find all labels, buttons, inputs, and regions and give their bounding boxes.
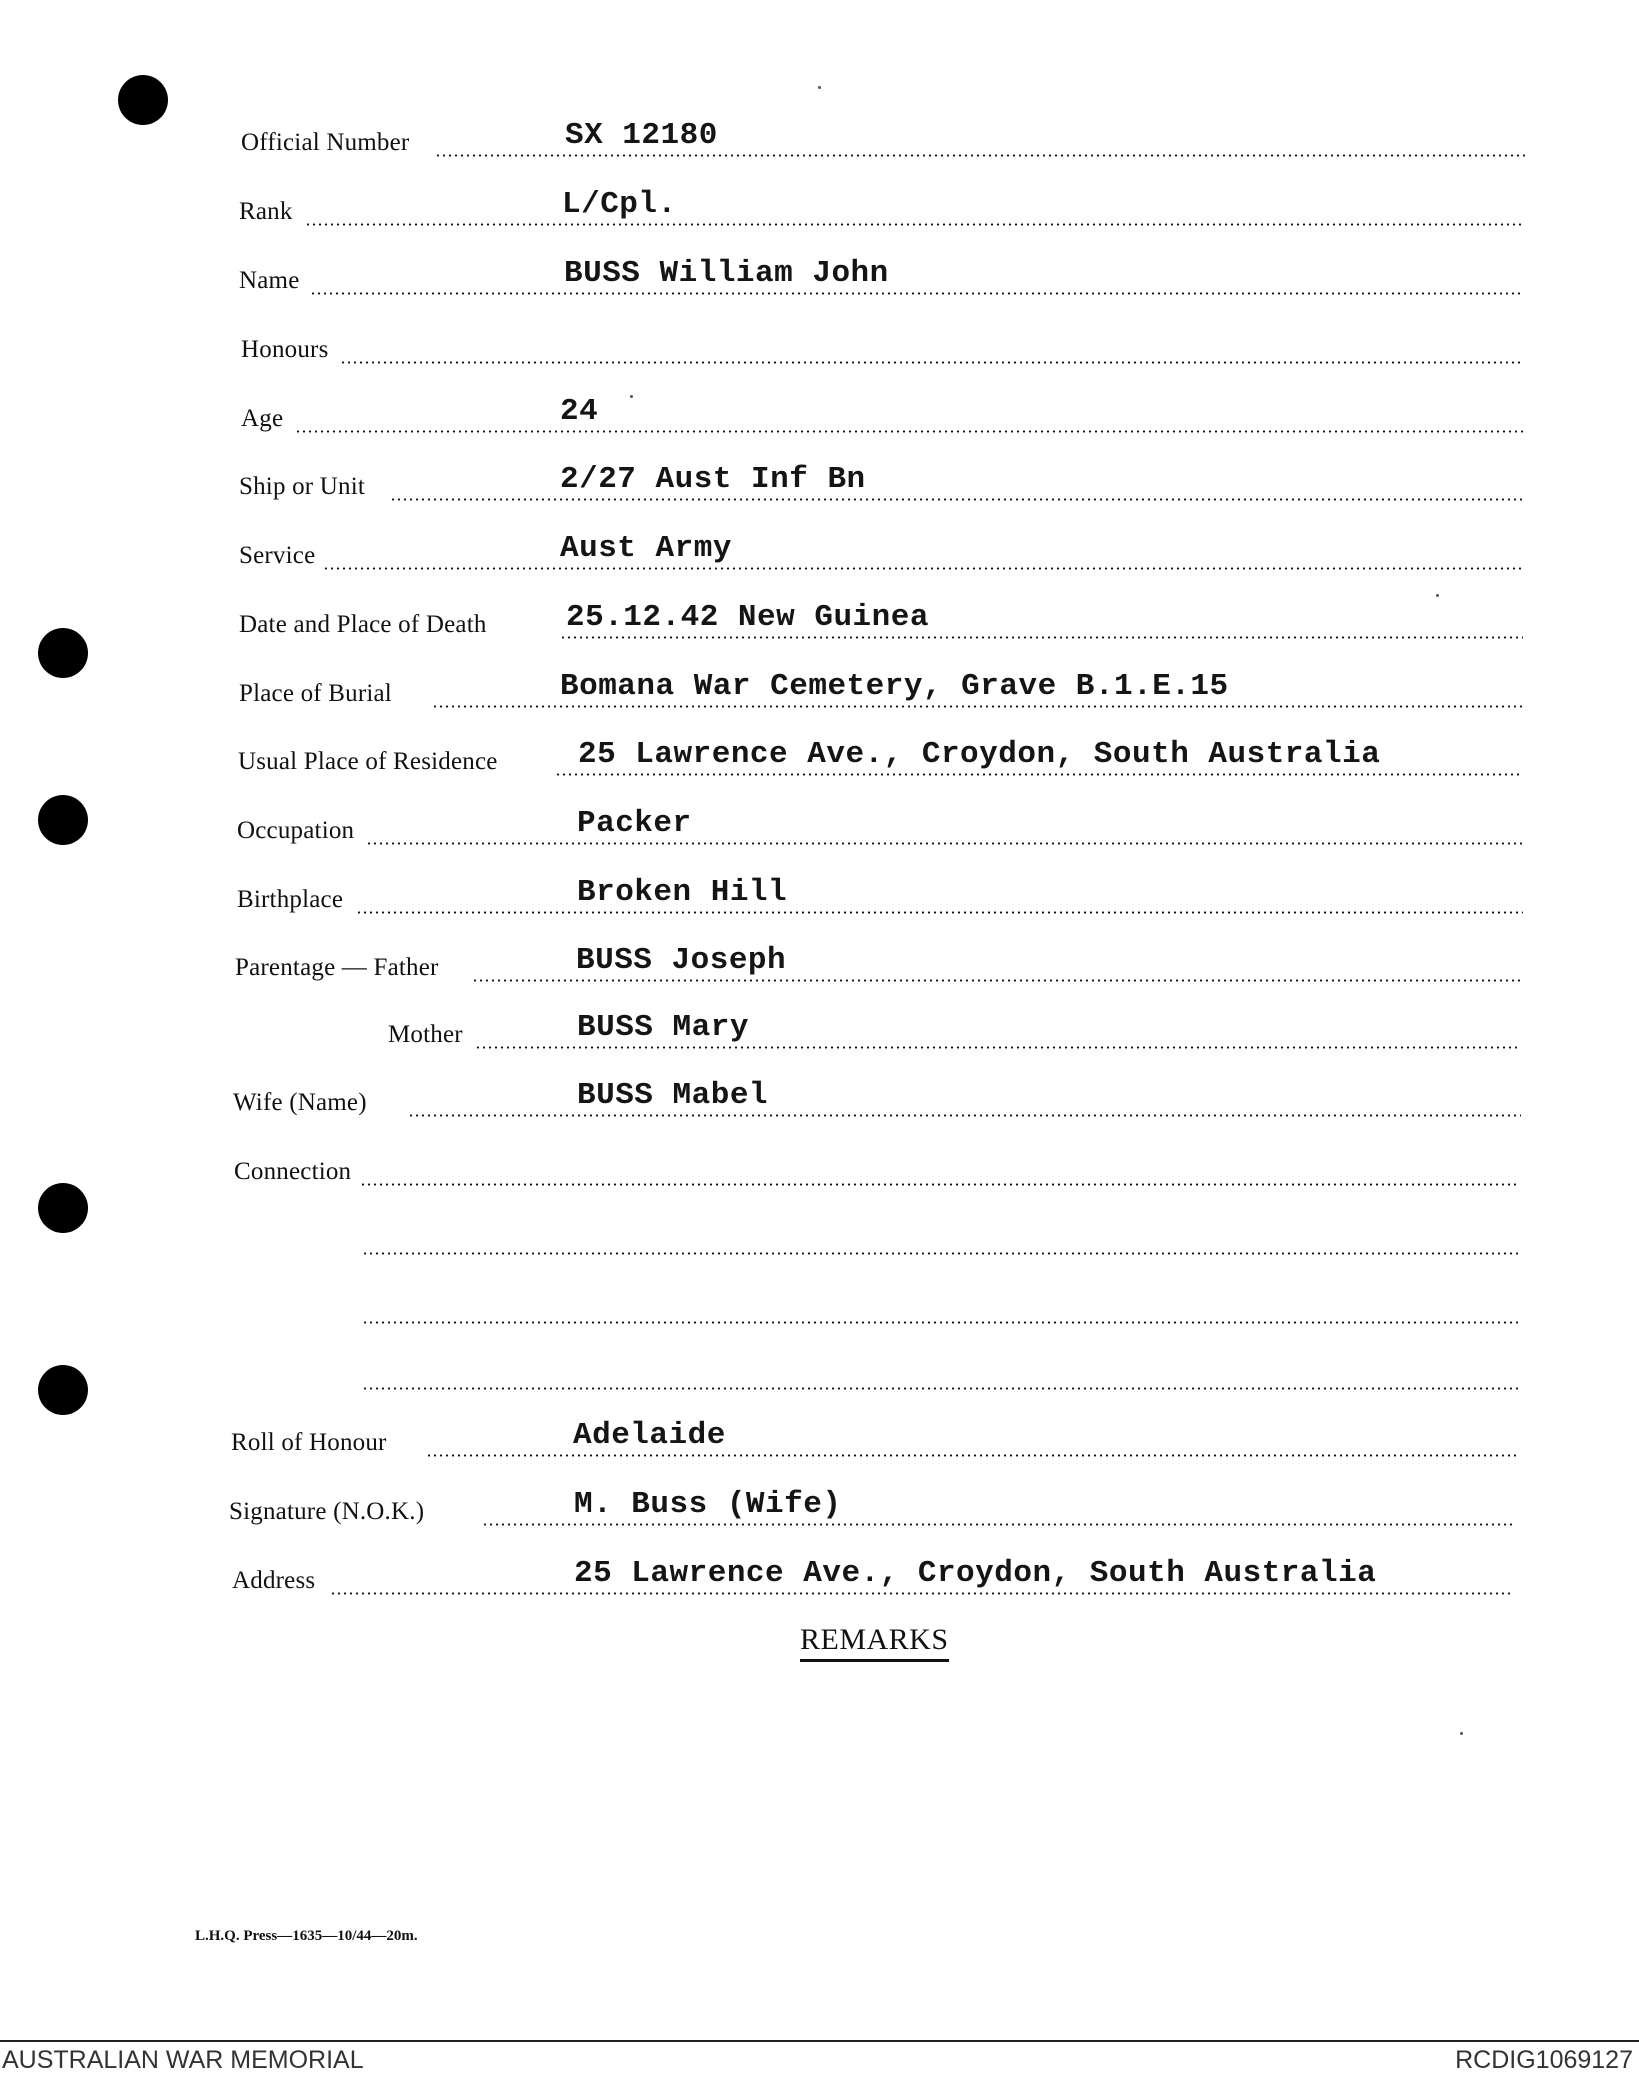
leader-dots bbox=[330, 1592, 1513, 1595]
rank-label: Rank bbox=[239, 198, 297, 226]
birthplace-label: Birthplace bbox=[237, 886, 347, 914]
wife-row bbox=[0, 1075, 1639, 1125]
occupation-row bbox=[0, 803, 1639, 853]
leader-dots bbox=[360, 1183, 1519, 1186]
connection-row bbox=[0, 1144, 1639, 1194]
connection-continuation-row bbox=[0, 1348, 1639, 1398]
footer-rule bbox=[0, 2040, 1639, 2042]
burial-value: Bomana War Cemetery, Grave B.1.E.15 bbox=[560, 669, 1233, 704]
death-value: 25.12.42 New Guinea bbox=[566, 600, 933, 635]
wife-label: Wife (Name) bbox=[233, 1089, 371, 1117]
leader-dots bbox=[432, 705, 1523, 708]
address-row bbox=[0, 1553, 1639, 1603]
signature-row bbox=[0, 1484, 1639, 1534]
connection-label: Connection bbox=[234, 1158, 355, 1186]
footer-record-id: RCDIG1069127 bbox=[1455, 2046, 1633, 2074]
remarks-heading: REMARKS bbox=[800, 1623, 949, 1662]
service-value: Aust Army bbox=[560, 531, 736, 566]
roll-of-honour-label: Roll of Honour bbox=[231, 1429, 391, 1457]
leader-dots bbox=[475, 1046, 1521, 1049]
leader-dots bbox=[340, 361, 1523, 364]
service-label: Service bbox=[239, 542, 319, 570]
leader-dots bbox=[560, 636, 1523, 639]
occupation-label: Occupation bbox=[237, 817, 358, 845]
death-label: Date and Place of Death bbox=[239, 611, 491, 639]
service-row bbox=[0, 528, 1639, 578]
signature-label: Signature (N.O.K.) bbox=[229, 1498, 428, 1526]
residence-value: 25 Lawrence Ave., Croydon, South Australia bbox=[578, 737, 1384, 772]
residence-row bbox=[0, 734, 1639, 784]
age-value: 24 bbox=[560, 394, 602, 429]
leader-dots bbox=[305, 223, 1523, 226]
leader-dots bbox=[435, 154, 1525, 157]
name-row bbox=[0, 253, 1639, 303]
paper-speck bbox=[1460, 1732, 1463, 1735]
mother-label: Mother bbox=[388, 1021, 467, 1049]
leader-dots bbox=[555, 773, 1523, 776]
address-value: 25 Lawrence Ave., Croydon, South Australia bbox=[574, 1556, 1380, 1591]
mother-value: BUSS Mary bbox=[577, 1010, 753, 1045]
rank-value: L/Cpl. bbox=[562, 187, 681, 222]
leader-dots bbox=[366, 842, 1523, 845]
official-number-row bbox=[0, 115, 1639, 165]
footer-archive-name: AUSTRALIAN WAR MEMORIAL bbox=[2, 2046, 364, 2074]
official-number-label: Official Number bbox=[241, 129, 413, 157]
birthplace-row bbox=[0, 872, 1639, 922]
residence-label: Usual Place of Residence bbox=[238, 748, 502, 776]
leader-dots bbox=[356, 911, 1523, 914]
name-value: BUSS William John bbox=[564, 256, 893, 291]
burial-label: Place of Burial bbox=[239, 680, 396, 708]
name-label: Name bbox=[239, 267, 304, 295]
ship-unit-value: 2/27 Aust Inf Bn bbox=[560, 462, 870, 497]
leader-dots bbox=[426, 1454, 1517, 1457]
ship-unit-row bbox=[0, 459, 1639, 509]
age-row bbox=[0, 391, 1639, 441]
burial-row bbox=[0, 666, 1639, 716]
ship-unit-label: Ship or Unit bbox=[239, 473, 369, 501]
leader-dots bbox=[362, 1321, 1519, 1324]
occupation-value: Packer bbox=[577, 806, 696, 841]
leader-dots bbox=[390, 498, 1523, 501]
roll-of-honour-row bbox=[0, 1415, 1639, 1465]
connection-continuation-row bbox=[0, 1213, 1639, 1263]
leader-dots bbox=[408, 1114, 1521, 1117]
age-label: Age bbox=[241, 405, 287, 433]
official-number-value: SX 12180 bbox=[565, 118, 722, 153]
father-row bbox=[0, 940, 1639, 990]
honours-row bbox=[0, 322, 1639, 372]
leader-dots bbox=[323, 567, 1523, 570]
roll-of-honour-value: Adelaide bbox=[573, 1418, 730, 1453]
leader-dots bbox=[482, 1523, 1515, 1526]
mother-row bbox=[0, 1007, 1639, 1057]
leader-dots bbox=[310, 292, 1523, 295]
wife-value: BUSS Mabel bbox=[577, 1078, 772, 1113]
printer-imprint: L.H.Q. Press—1635—10/44—20m. bbox=[195, 1928, 418, 1944]
address-label: Address bbox=[232, 1567, 319, 1595]
father-value: BUSS Joseph bbox=[576, 943, 790, 978]
father-label: Parentage — Father bbox=[235, 954, 443, 982]
birthplace-value: Broken Hill bbox=[577, 875, 791, 910]
signature-value: M. Buss (Wife) bbox=[574, 1487, 845, 1522]
leader-dots bbox=[295, 430, 1523, 433]
paper-speck bbox=[818, 86, 821, 89]
leader-dots bbox=[362, 1252, 1519, 1255]
connection-continuation-row bbox=[0, 1282, 1639, 1332]
death-row bbox=[0, 597, 1639, 647]
honours-label: Honours bbox=[241, 336, 333, 364]
leader-dots bbox=[362, 1387, 1519, 1390]
leader-dots bbox=[472, 979, 1521, 982]
rank-row bbox=[0, 184, 1639, 234]
